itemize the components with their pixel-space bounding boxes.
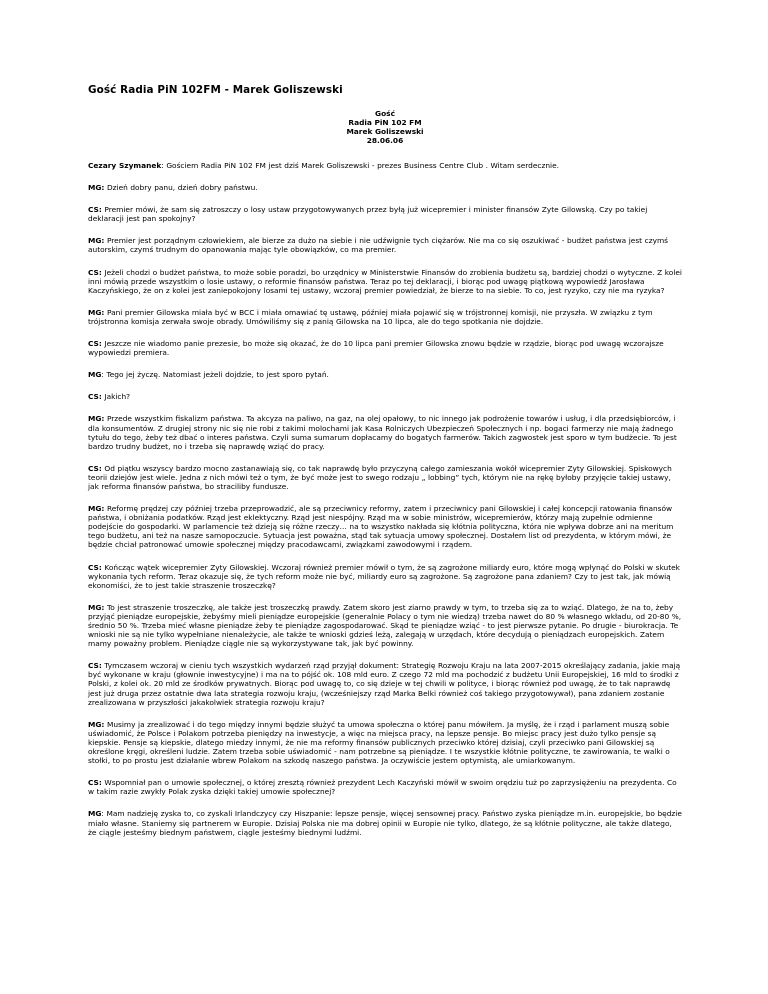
paragraph-text: Premier mówi, że sam się zatroszczy o losy ustaw przygotowywanych przez byłą już wicepremier i minister finansów Zyte Gilowską. Czy po takiej deklaracji jest pan spokojny?	[88, 205, 648, 224]
interview-paragraph	[88, 563, 682, 590]
speaker-label: MG:	[88, 719, 105, 729]
paragraph-text: Od piątku wszyscy bardzo mocno zastanawiają się, co tak naprawdę było przyczyną całego zamieszania wokół wicepremier Zyty Gilowskiej. Spiskowych teorii dziejów jest wiele. Jedna z nich mówi też o tym, że być może jest to swego rodzaju „ lobbing” tych, którym nie na rękę byłoby przyjęcie takiej ustawy, jak reforma finansów państwa, bo straciliby fundusze.	[88, 463, 672, 491]
paragraph-text: Jeżeli chodzi o budżet państwa, to może sobie poradzi, bo urzędnicy w Ministerstwie Finansów do zrobienia budżetu są, bardziej chodzi o wytyczne. Z kolei inni mówią przede wszystkim o losie ustawy, o reformie finansów państwa. Teraz po tej deklaracji, i biorąc pod uwagę piątkową wypowiedź Jarosława Kaczyńskiego, że on z kolei jest zaniepokojony losami tej ustawy, wczoraj premier powiedział, że bierze to na siebie. To co, jest ryzyko, czy nie ma ryzyka?	[88, 267, 682, 295]
paragraph-text: Kończąc wątek wicepremier Zyty Gilowskiej. Wczoraj również premier mówił o tym, że są zagrożone miliardy euro, które mogą wpłynąć do Polski w skutek wykonania tych reform. Teraz okazuje się, że tych reform może nie być, miliardy euro są zagrożone. Są zagrożone pana zdaniem? Czy to jest tak, jak mówią ekonomiści, że to jest takie straszenie troszeczkę?	[88, 562, 680, 590]
interview-paragraph	[88, 504, 682, 549]
speaker-label: MG:	[88, 504, 105, 514]
header-block	[88, 109, 682, 145]
paragraph-text: Przede wszystkim fiskalizm państwa. Ta akcyza na paliwo, na gaz, na olej opałowy, to nic innego jak podrożenie towarów i usług, i dla przedsiębiorców, i dla konsumentów. Z drugiej strony nic się nie robi z takimi molochami jak Kasa Rolniczych Ubezpieczeń Społecznych i np. bogaci farmerzy nie mają żadnego tytułu do tego, żeby też dbać o interes państwa. Czyli suma sumarum dopłacamy do bogatych farmerów. Takich zagwostek jest sporo w tym budżecie. To jest bardzo trudny budżet, no i trzeba się naprawdę wziąć do pracy.	[88, 414, 677, 451]
paragraph-text: : Tego jej życzę. Natomiast jeżeli dojdzie, to jest sporo pytań.	[101, 370, 329, 380]
speaker-label: MG:	[88, 236, 105, 246]
header-line: 28.06.06	[366, 136, 404, 145]
speaker-label: CS:	[88, 339, 102, 349]
speaker-label: CS:	[88, 267, 102, 277]
paragraph-text: Reformę prędzej czy później trzeba przeprowadzić, ale są przeciwnicy reformy, zatem i przeciwnicy pani Gilowskiej i całej koncepcji ratowania finansów państwa, i obniżania podatków. Rząd jest eklektyczny. Rząd jest niespójny. Rząd ma w sobie ministrów, wicepremierów, którzy mają zupełnie odmienne podejście do gospodarki. W parlamencie też dzieją się różne rzeczy… na to wszystko nakłada się kłótnia polityczna, która nie wpływa dobrze ani na meritum tego budżetu, ani też na nasze samopoczucie. Sytuacja jest poważna, stąd tak sytuacja umowy społecznej. Dostałem list od prezydenta, w którym mówi, że będzie chciał patronować umowie społecznej między pracodawcami, związkami zawodowymi i rządem.	[88, 504, 674, 550]
speaker-label: MG	[88, 809, 102, 819]
interview-paragraph	[88, 464, 682, 491]
interview-paragraph	[88, 414, 682, 450]
paragraph-text: Dzień dobry panu, dzień dobry państwu.	[104, 183, 258, 193]
paragraph-text: Musimy ja zrealizować i do tego między innymi będzie służyć ta umowa społeczna o której panu mówiłem. Ja myślę, że i rząd i parlament muszą sobie uświadomić, że Polsce i Polakom potrzeba pieniędzy na inwestycje, a więc na miejsca pracy, na lepsze pensje. Bo miejsc pracy jest dużo tylko pensje są kiepskie. Pensje są kiepskie, dlatego miedzy innymi, że nie ma reformy finansów publicznych przeciwko której dzisiaj, czyli przeciwko pani Gilowskiej są określone kręgi, określeni ludzie. Zatem trzeba sobie uświadomić - nam potrzebne są pieniądze. I te wszystkie kłótnie polityczne, te zawirowania, te walki o stołki, to po prostu jest działanie wbrew Polakom na szkodę naszego państwa. Ja oczywiście jestem optymistą, ale umiarkowanym.	[88, 719, 670, 766]
speaker-label: MG:	[88, 414, 105, 424]
speaker-label: CS:	[88, 392, 102, 402]
speaker-label: Cezary Szymanek	[88, 161, 162, 170]
paragraph-text: Premier jest porządnym człowiekiem, ale bierze za dużo na siebie i nie udźwignie tych ciężarów. Nie ma co się oszukiwać - budżet państwa jest czymś autorskim, czymś trudnym do opanowania mając tyle obowiązków, co ma premier.	[88, 236, 668, 255]
interview-paragraph	[88, 268, 682, 295]
header-line: Marek Goliszewski	[346, 127, 424, 136]
paragraph-text: Tymczasem wczoraj w cieniu tych wszystkich wydarzeń rząd przyjął dokument: Strategię Rozwoju Kraju na lata 2007-2015 określający zadania, jakie mają być wykonane w kraju (głownie inwestycyjne) i ma na to pójść ok. 108 mld euro. Z czego 72 mld ma pochodzić z budżetu Unii Europejskiej, 16 mld to środki z Polski, z kolei ok. 20 mld ze środków prywatnych. Biorąc pod uwagę to, co się dzieje w tej chwili w polityce, i biorąc również pod uwagę, że to tak naprawdę jest już druga przez ostatnie dwa lata strategia rozwoju kraju, (wcześniejszy rząd Marka Belki również coś takiego przygotowywał), pana zdaniem zostanie zrealizowana w przyszłości jakakolwiek strategia rozwoju kraju?	[88, 661, 681, 707]
interview-paragraph	[88, 161, 682, 170]
speaker-label: CS:	[88, 205, 102, 215]
interview-body	[88, 161, 682, 837]
speaker-label: CS:	[88, 562, 102, 572]
interview-paragraph	[88, 183, 682, 192]
speaker-label: CS:	[88, 661, 102, 671]
interview-paragraph	[88, 778, 682, 796]
paragraph-text: : Gościem Radia PiN 102 FM jest dziś Marek Goliszewski - prezes Business Centre Club . Witam serdecznie.	[161, 161, 559, 170]
paragraph-text: To jest straszenie troszeczkę, ale także jest troszeczkę prawdy. Zatem skoro jest ziarno prawdy w tym, to trzeba się za to wziąć. Dlatego, że na to, żeby przyjąć pieniądze europejskie, żebyśmy mieli pieniądze europejskie (generalnie Polacy o tym nie wiedzą) trzeba nawet do 80 % własnego wkładu, od 20-80 %, średnio 50 %. Trzeba mieć własne pieniądze żeby te pieniądze zagospodarować. Skąd te pieniądze wziąć - to jest pierwsze pytanie. Po drugie - biurokracja. Te wnioski nie są nie tylko wypełniane nienależycie, ale także te wnioski gdzieś leżą, zalegają w urzędach, które decydują o pieniądzach europejskich. Zatem mamy poważny problem. Pieniądze ciągle nie są wykorzystywane tak, jak być powinny.	[88, 602, 682, 649]
speaker-label: MG:	[88, 602, 105, 612]
paragraph-text: Pani premier Gilowska miała być w BCC i miała omawiać tę ustawę, później miała pojawić się w trójstronnej komisji, nie przyszła. W związku z tym trójstronna komisja zerwała swoje obrady. Umówiliśmy się z panią Gilowska na 10 lipca, ale do tego spotkania nie dojdzie.	[88, 307, 653, 326]
paragraph-text: : Mam nadzieję zyska to, co zyskali Irlandczycy czy Hiszpanie: lepsze pensje, więcej sensownej pracy. Państwo zyska pieniądze m.in. europejskie, bo będzie miało własne. Staniemy się partnerem w Europie. Dzisiaj Polska nie ma dobrej opinii w Europie nie tylko, dlatego, że są kłótnie polityczne, ale także dlatego, że ciągle jesteśmy biednym państwem, ciągle jesteśmy biednymi ludźmi.	[88, 809, 682, 837]
interview-paragraph	[88, 720, 682, 765]
interview-paragraph	[88, 603, 682, 648]
paragraph-text: Jakich?	[101, 392, 131, 402]
interview-paragraph	[88, 370, 682, 379]
interview-paragraph	[88, 308, 682, 326]
interview-paragraph	[88, 339, 682, 357]
interview-paragraph	[88, 205, 682, 223]
interview-paragraph	[88, 236, 682, 254]
interview-paragraph	[88, 809, 682, 836]
speaker-label: MG:	[88, 183, 105, 193]
paragraph-text: Wspomniał pan o umowie społecznej, o której zresztą również prezydent Lech Kaczyński mówił w swoim orędziu tuż po zaprzysiężeniu na prezydenta. Co w takim razie zwykły Polak zyska dzięki takiej umowie społecznej?	[88, 778, 677, 797]
speaker-label: CS:	[88, 778, 102, 788]
paragraph-text: Jeszcze nie wiadomo panie prezesie, bo może się okazać, że do 10 lipca pani premier Gilowska znowu będzie w rządzie, biorąc pod uwagę wczorajsze wypowiedzi premiera.	[88, 339, 664, 358]
speaker-label: MG:	[88, 307, 105, 317]
speaker-label: CS:	[88, 463, 102, 473]
header-line: Radia PiN 102 FM	[348, 118, 422, 127]
document-title: Gość Radia PiN 102FM - Marek Goliszewski	[88, 84, 343, 96]
interview-paragraph	[88, 661, 682, 706]
header-line: Gość	[375, 109, 395, 118]
speaker-label: MG	[88, 370, 102, 380]
interview-paragraph	[88, 392, 682, 401]
